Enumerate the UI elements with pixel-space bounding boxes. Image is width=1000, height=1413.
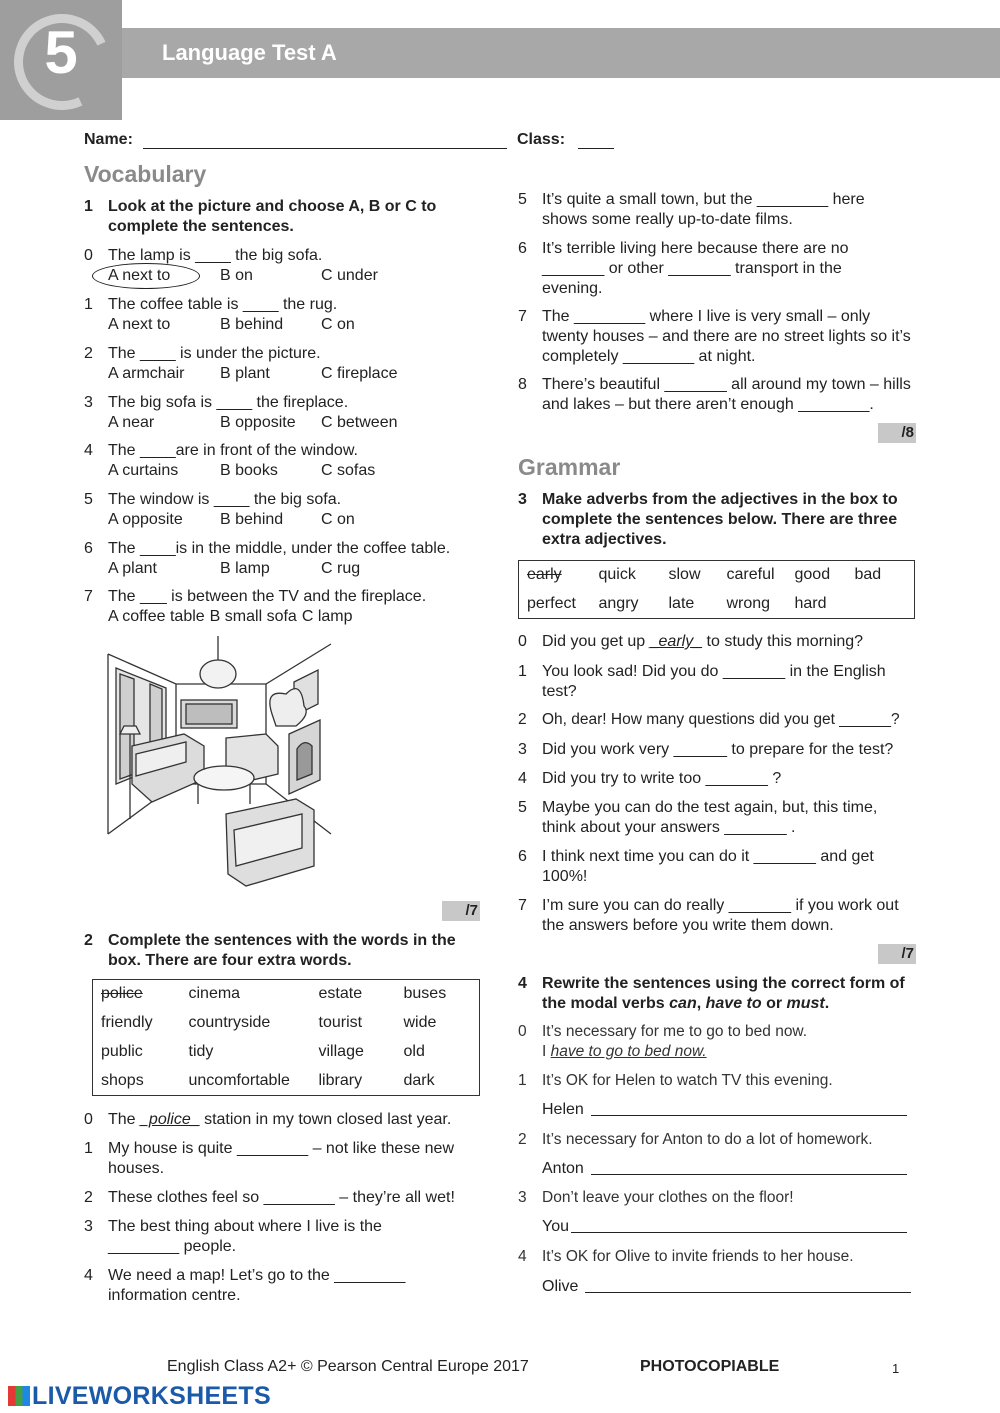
option-c[interactable]: C lamp: [301, 608, 353, 625]
box-word: wide: [403, 1014, 437, 1031]
modal-can: can: [669, 995, 697, 1012]
ex1-item: [84, 539, 484, 579]
item-number: 6: [518, 848, 527, 865]
item-number: 2: [518, 711, 527, 728]
box-word: slow: [668, 566, 701, 584]
class-field[interactable]: [578, 148, 614, 149]
ex4-item: [518, 1022, 918, 1062]
example-answer: _early_: [649, 633, 703, 650]
item-number: 4: [518, 770, 527, 787]
option-a[interactable]: A plant: [108, 560, 157, 577]
ex3-item[interactable]: [518, 769, 918, 789]
ex2-item[interactable]: [84, 1266, 454, 1306]
item-number: 4: [518, 1248, 527, 1265]
box-word: old: [403, 1043, 425, 1060]
option-b[interactable]: B behind: [220, 316, 284, 333]
box-word: hard: [794, 594, 827, 612]
header-band: [0, 28, 1000, 78]
ex3-instruction: [518, 490, 903, 550]
box-word: countryside: [188, 1014, 271, 1031]
option-c[interactable]: C under: [321, 267, 378, 284]
example-answer: have to go to bed now.: [550, 1043, 707, 1060]
ex1-number: 1: [84, 198, 93, 215]
ex3-item[interactable]: [518, 798, 908, 838]
item-number: 6: [84, 540, 93, 557]
option-a[interactable]: A near: [108, 414, 155, 431]
ex2-item[interactable]: [518, 307, 918, 367]
item-text: Maybe you can do the test again, but, this time, think about your answers _______ .: [542, 799, 878, 836]
item-text: The coffee table is ____ the rug.: [108, 296, 338, 313]
living-room-illustration: [106, 634, 332, 892]
example-answer: _police_: [140, 1111, 200, 1128]
footer-photocopiable: PHOTOCOPIABLE: [640, 1358, 780, 1375]
item-text: The window is ____ the big sofa.: [108, 491, 342, 508]
ex1-item: [84, 246, 484, 286]
item-text: The lamp is ____ the big sofa.: [108, 247, 323, 264]
answer-circle: [92, 263, 200, 289]
test-title: Language Test A: [162, 40, 337, 65]
answer-line[interactable]: [591, 1174, 907, 1175]
separator: or: [761, 995, 787, 1012]
option-c[interactable]: C rug: [321, 560, 361, 577]
ex2-instruction: [84, 931, 474, 971]
ex3-number: 3: [518, 491, 527, 508]
item-number: 3: [84, 394, 93, 411]
item-text: to study this morning?: [702, 633, 864, 650]
ex2-number: 2: [84, 932, 93, 949]
separator: ,: [696, 995, 706, 1012]
option-b[interactable]: B plant: [220, 365, 270, 382]
box-word: shops: [101, 1071, 144, 1089]
modal-have-to: have to: [705, 995, 762, 1012]
item-text: Did you try to write too _______ ?: [542, 770, 782, 787]
item-text: We need a map! Let’s go to the ________ information centre.: [108, 1267, 406, 1304]
box-word: uncomfortable: [188, 1071, 290, 1089]
option-c[interactable]: C fireplace: [321, 365, 398, 382]
item-text: My house is quite ________ – not like these new houses.: [108, 1140, 455, 1177]
ex4-item: [518, 1071, 918, 1091]
box-word: angry: [598, 594, 639, 612]
box-word: perfect: [527, 594, 576, 612]
ex2-item: [84, 1110, 484, 1130]
box-word: late: [668, 594, 695, 612]
ex3-item[interactable]: [518, 740, 918, 760]
box-word: tourist: [318, 1014, 363, 1031]
separator: .: [824, 995, 830, 1012]
item-text: Did you get up: [542, 633, 650, 650]
item-number: 4: [84, 442, 93, 459]
box-word: cinema: [188, 985, 241, 1003]
answer-line[interactable]: [591, 1115, 907, 1116]
unit-badge: [0, 0, 122, 120]
ex3-item[interactable]: [518, 662, 918, 702]
item-text: The ____are in front of the window.: [108, 442, 358, 459]
item-number: 1: [518, 663, 527, 680]
box-word: police: [101, 985, 143, 1003]
name-label: Name:: [84, 131, 133, 148]
ex2-item[interactable]: [84, 1139, 464, 1179]
box-word: bad: [854, 566, 882, 584]
item-number: 2: [518, 1131, 527, 1148]
item-text: It’s terrible living here because there are no _______ or other _______ transport in the evening.: [542, 240, 849, 297]
item-text: Did you work very ______ to prepare for the test?: [542, 741, 894, 758]
item-text: Oh, dear! How many questions did you get ______?: [542, 711, 900, 728]
option-b[interactable]: B lamp: [220, 560, 270, 577]
box-word: friendly: [101, 1014, 153, 1031]
vocabulary-heading: Vocabulary: [84, 161, 207, 187]
ex1-instruction-text: Look at the picture and choose A, B or C to complete the sentences.: [108, 198, 437, 235]
item-number: 1: [84, 296, 93, 313]
item-number: 7: [518, 308, 527, 325]
option-a[interactable]: A coffee table: [108, 608, 205, 625]
box-word: quick: [598, 566, 636, 584]
item-number: 5: [518, 191, 527, 208]
logo-icon: [8, 1386, 30, 1406]
box-word: estate: [318, 985, 363, 1003]
name-field[interactable]: [143, 148, 507, 149]
ex1-item: [84, 393, 484, 433]
footer-copyright: English Class A2+ © Pearson Central Europe 2017: [167, 1358, 529, 1375]
item-text: It’s OK for Helen to watch TV this evening.: [542, 1072, 833, 1089]
ex2-instruction-text: Complete the sentences with the words in the box. There are four extra words.: [108, 932, 456, 969]
item-number: 3: [84, 1218, 93, 1235]
ex4-item: [518, 1188, 918, 1208]
item-number: 3: [518, 1189, 527, 1206]
item-text: The: [108, 1111, 141, 1128]
item-text: The ____ is under the picture.: [108, 345, 321, 362]
item-number: 7: [84, 588, 93, 605]
page-number: 1: [892, 1361, 900, 1376]
item-text: It’s necessary for me to go to bed now.: [542, 1023, 808, 1040]
box-word: public: [101, 1043, 143, 1060]
box-word: careful: [726, 566, 775, 584]
ex1-item: [84, 587, 484, 627]
ex2-item[interactable]: [518, 239, 878, 299]
logo-text: LIVEWORKSHEETS: [32, 1382, 271, 1410]
box-word: village: [318, 1043, 364, 1060]
ex4-instruction-text: Rewrite the sentences using the correct form of the modal verbs: [542, 975, 905, 1012]
answer-prefix: Helen: [542, 1101, 584, 1118]
option-a[interactable]: A opposite: [108, 511, 183, 528]
item-number: 3: [518, 741, 527, 758]
class-label: Class:: [517, 131, 566, 148]
item-number: 6: [518, 240, 527, 257]
ex2-word-box: [92, 979, 480, 1096]
item-text: Don’t leave your clothes on the floor!: [542, 1189, 794, 1206]
answer-prefix: Olive: [542, 1278, 579, 1295]
option-a-label: A next to: [108, 267, 171, 284]
option-b[interactable]: B opposite: [220, 414, 296, 431]
option-c[interactable]: C on: [321, 316, 355, 333]
ex1-item: [84, 441, 484, 481]
item-text: The ___ is between the TV and the fireplace.: [108, 588, 427, 605]
answer-line[interactable]: [571, 1232, 907, 1233]
item-number: 7: [518, 897, 527, 914]
option-c[interactable]: C sofas: [321, 462, 376, 479]
ex4-item: [518, 1247, 918, 1267]
item-number: 1: [518, 1072, 527, 1089]
ex2-item[interactable]: [518, 375, 920, 415]
ex1-score: /7: [442, 901, 480, 921]
ex4-instruction: [518, 974, 913, 1014]
item-text: The ________ where I live is very small – only twenty houses – and there are no street lights so it’s completely ________ at night.: [542, 308, 911, 365]
box-word: [847, 590, 915, 619]
item-text: You look sad! Did you do _______ in the English test?: [542, 663, 886, 700]
option-c[interactable]: C on: [321, 511, 355, 528]
ex3-item: [518, 632, 918, 652]
option-a[interactable]: A armchair: [108, 365, 185, 382]
item-number: 1: [84, 1140, 93, 1157]
box-word: dark: [403, 1071, 435, 1089]
item-number: 4: [84, 1267, 93, 1284]
liveworksheets-logo[interactable]: [8, 1382, 271, 1411]
grammar-heading: Grammar: [518, 454, 621, 480]
item-number: 2: [84, 1189, 93, 1206]
box-word: tidy: [188, 1043, 214, 1060]
box-word: buses: [403, 985, 447, 1003]
ex2-item[interactable]: [518, 190, 910, 230]
ex4-number: 4: [518, 975, 527, 992]
item-text: I think next time you can do it _______ and get 100%!: [542, 848, 874, 885]
answer-prefix: I: [542, 1043, 551, 1060]
item-text: The big sofa is ____ the fireplace.: [108, 394, 349, 411]
item-text: These clothes feel so ________ – they’re all wet!: [108, 1189, 455, 1206]
ex1-instruction: [84, 197, 464, 237]
ex3-score: /7: [878, 944, 916, 964]
option-b[interactable]: B behind: [220, 511, 284, 528]
ex3-instruction-text: Make adverbs from the adjectives in the box to complete the sentences below. There are three extra adjectives.: [542, 491, 898, 548]
option-a[interactable]: A next to: [108, 316, 171, 333]
option-b[interactable]: B on: [220, 267, 253, 284]
item-text: I’m sure you can do really _______ if you work out the answers before you write them down.: [542, 897, 899, 934]
ex4-item: [518, 1130, 918, 1150]
ex3-item[interactable]: [518, 896, 903, 936]
item-number: 2: [84, 345, 93, 362]
item-text: It’s necessary for Anton to do a lot of homework.: [542, 1131, 873, 1148]
ex1-item: [84, 295, 484, 335]
option-b[interactable]: B small sofa: [209, 608, 297, 625]
item-number: 0: [518, 633, 527, 650]
item-text: The best thing about where I live is the ________ people.: [108, 1218, 382, 1255]
answer-prefix: You: [542, 1218, 569, 1235]
option-c[interactable]: C between: [321, 414, 398, 431]
item-text: It’s OK for Olive to invite friends to her house.: [542, 1248, 854, 1265]
box-word: wrong: [726, 594, 771, 612]
box-word: library: [318, 1071, 363, 1089]
item-number: 8: [518, 376, 527, 393]
answer-prefix: Anton: [542, 1160, 584, 1177]
unit-number: 5: [44, 19, 78, 86]
item-number: 0: [84, 1111, 93, 1128]
item-number: 5: [84, 491, 93, 508]
option-a[interactable]: A curtains: [108, 462, 179, 479]
box-word: early: [527, 566, 562, 584]
box-word: good: [794, 566, 831, 584]
answer-line[interactable]: [585, 1292, 911, 1293]
option-a[interactable]: [108, 266, 220, 286]
ex1-item: [84, 490, 484, 530]
option-b[interactable]: B books: [220, 462, 278, 479]
modal-must: must: [786, 995, 825, 1012]
item-number: 5: [518, 799, 527, 816]
ex2-score: /8: [878, 423, 916, 443]
ex2-item[interactable]: [84, 1217, 434, 1257]
item-text: It’s quite a small town, but the ________ here shows some really up-to-date films.: [542, 191, 865, 228]
ex3-item[interactable]: [518, 710, 918, 730]
ex2-item[interactable]: [84, 1188, 484, 1208]
ex3-item[interactable]: [518, 847, 903, 887]
item-text: The ____is in the middle, under the coffee table.: [108, 540, 451, 557]
item-number: 0: [518, 1023, 527, 1040]
ex1-item: [84, 344, 484, 384]
item-number: 0: [84, 247, 93, 264]
item-text: There’s beautiful _______ all around my town – hills and lakes – but there aren’t enough ________.: [542, 376, 911, 413]
ex3-word-box: [518, 560, 915, 619]
item-text: station in my town closed last year.: [199, 1111, 452, 1128]
